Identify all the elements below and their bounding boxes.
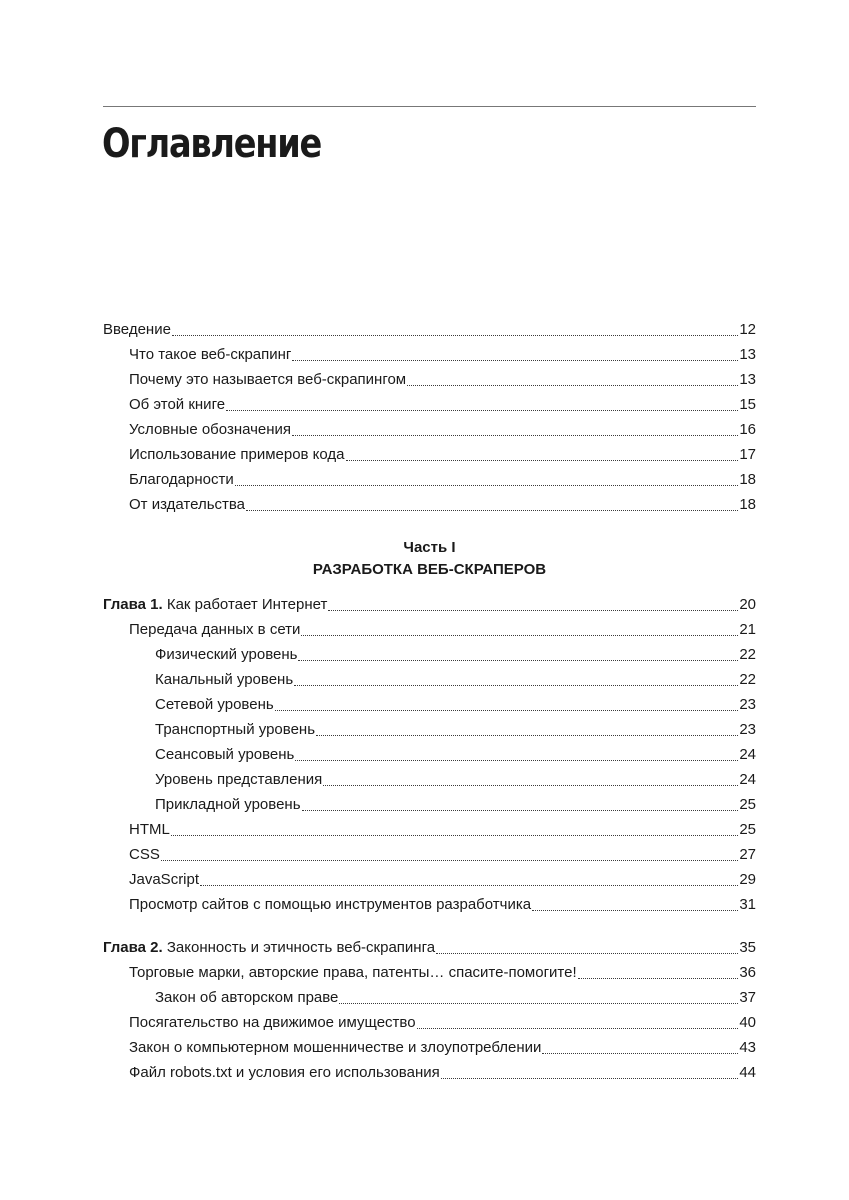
page-number: 13 [739, 371, 756, 388]
dot-leader [298, 659, 738, 661]
toc-entry[interactable] [103, 717, 756, 742]
entry-title: Уровень представления [155, 771, 323, 788]
page-number: 15 [739, 396, 756, 413]
entry-title: Просмотр сайтов с помощью инструментов разработчика [129, 896, 532, 913]
page-number: 18 [739, 496, 756, 513]
toc-entry[interactable] [103, 392, 756, 417]
page-number: 16 [739, 421, 756, 438]
toc-entry[interactable] [103, 767, 756, 792]
page-number: 13 [739, 346, 756, 363]
entry-title: Торговые марки, авторские права, патенты… спасите-помогите! [129, 964, 577, 981]
entry-title: Закон об авторском праве [155, 989, 339, 1006]
page-number: 21 [739, 621, 756, 638]
chapter-2-entries [103, 960, 756, 1085]
dot-leader [292, 434, 738, 436]
entry-title: Закон о компьютерном мошенничестве и злоупотреблении [129, 1039, 542, 1056]
page-number: 27 [739, 846, 756, 863]
entry-title: Что такое веб-скрапинг [129, 346, 292, 363]
dot-leader [295, 759, 738, 761]
entry-title: Файл robots.txt и условия его использования [129, 1064, 440, 1081]
page-number: 35 [739, 939, 756, 956]
dot-leader [226, 409, 738, 411]
page-number: 23 [739, 721, 756, 738]
entry-title: CSS [129, 846, 160, 863]
toc-entry[interactable] [103, 842, 756, 867]
chapter-prefix: Глава 1. [103, 596, 163, 613]
toc-entry[interactable] [103, 417, 756, 442]
page-number: 40 [739, 1014, 756, 1031]
toc-entry[interactable] [103, 442, 756, 467]
toc-entry[interactable] [103, 492, 756, 517]
toc-entry[interactable] [103, 1010, 756, 1035]
toc-entry[interactable] [103, 342, 756, 367]
entry-title: HTML [129, 821, 170, 838]
entry-title: Почему это называется веб-скрапингом [129, 371, 407, 388]
dot-leader [417, 1027, 739, 1029]
dot-leader [436, 952, 738, 954]
toc-entry[interactable] [103, 667, 756, 692]
dot-leader [323, 784, 738, 786]
dot-leader [301, 634, 738, 636]
entry-title: Физический уровень [155, 646, 298, 663]
toc-entry[interactable] [103, 792, 756, 817]
page-number: 22 [739, 646, 756, 663]
entry-title: Посягательство на движимое имущество [129, 1014, 416, 1031]
page-number: 25 [739, 821, 756, 838]
page-number: 43 [739, 1039, 756, 1056]
dot-leader [294, 684, 738, 686]
toc-entry[interactable] [103, 467, 756, 492]
chapter-name: Законность и этичность веб-скрапинга [166, 939, 436, 956]
entry-title: Введение [103, 321, 171, 338]
entry-title: От издательства [129, 496, 246, 513]
dot-leader [235, 484, 739, 486]
page-number: 12 [739, 321, 756, 338]
chapter-title [103, 592, 327, 617]
page-number: 37 [739, 989, 756, 1006]
dot-leader [200, 884, 738, 886]
toc-entry[interactable] [103, 367, 756, 392]
page-number: 31 [739, 896, 756, 913]
entry-title: Канальный уровень [155, 671, 294, 688]
page-number: 24 [739, 771, 756, 788]
dot-leader [292, 359, 738, 361]
part-label: Часть I [403, 539, 456, 556]
dot-leader [346, 459, 739, 461]
dot-leader [441, 1077, 739, 1079]
page-number: 17 [739, 446, 756, 463]
entry-title: Прикладной уровень [155, 796, 301, 813]
entry-title: Благодарности [129, 471, 234, 488]
dot-leader [161, 859, 738, 861]
dot-leader [275, 709, 739, 711]
toc-entry[interactable] [103, 742, 756, 767]
entry-title: Сеансовый уровень [155, 746, 295, 763]
dot-leader [172, 334, 738, 336]
entry-title: JavaScript [129, 871, 200, 888]
intro-section [103, 317, 756, 517]
page-number: 25 [739, 796, 756, 813]
page-number: 18 [739, 471, 756, 488]
chapter-1-entries [103, 617, 756, 917]
entry-title: Сетевой уровень [155, 696, 274, 713]
chapter-prefix: Глава 2. [103, 939, 163, 956]
entry-title: Транспортный уровень [155, 721, 316, 738]
page-number: 44 [739, 1064, 756, 1081]
page-number: 22 [739, 671, 756, 688]
part-name: РАЗРАБОТКА ВЕБ-СКРАПЕРОВ [312, 561, 547, 578]
dot-leader [578, 977, 739, 979]
dot-leader [339, 1002, 738, 1004]
page-number: 23 [739, 696, 756, 713]
toc-entry[interactable] [103, 642, 756, 667]
chapter-2-heading[interactable] [103, 935, 756, 960]
entry-title: Об этой книге [129, 396, 226, 413]
entry-title: Передача данных в сети [129, 621, 301, 638]
toc-entry[interactable] [103, 617, 756, 642]
page-number: 24 [739, 746, 756, 763]
top-rule [103, 106, 756, 107]
page-title: Оглавление [102, 121, 322, 167]
table-of-contents [103, 317, 756, 1085]
page-number: 29 [739, 871, 756, 888]
dot-leader [542, 1052, 738, 1054]
dot-leader [171, 834, 738, 836]
dot-leader [532, 909, 738, 911]
dot-leader [302, 809, 739, 811]
toc-entry[interactable] [103, 960, 756, 985]
dot-leader [246, 509, 738, 511]
chapter-name: Как работает Интернет [166, 596, 328, 613]
toc-entry[interactable] [103, 1035, 756, 1060]
chapter-1-heading[interactable] [103, 592, 756, 617]
page-number: 36 [739, 964, 756, 981]
toc-entry[interactable] [103, 817, 756, 842]
toc-entry[interactable] [103, 892, 756, 917]
dot-leader [328, 609, 738, 611]
toc-entry[interactable] [103, 1060, 756, 1085]
toc-entry[interactable] [103, 867, 756, 892]
dot-leader [316, 734, 738, 736]
dot-leader [407, 384, 738, 386]
toc-entry[interactable] [103, 317, 756, 342]
page-number: 20 [739, 596, 756, 613]
entry-title: Условные обозначения [129, 421, 292, 438]
toc-entry[interactable] [103, 985, 756, 1010]
entry-title: Использование примеров кода [129, 446, 345, 463]
chapter-title [103, 935, 435, 960]
toc-entry[interactable] [103, 692, 756, 717]
